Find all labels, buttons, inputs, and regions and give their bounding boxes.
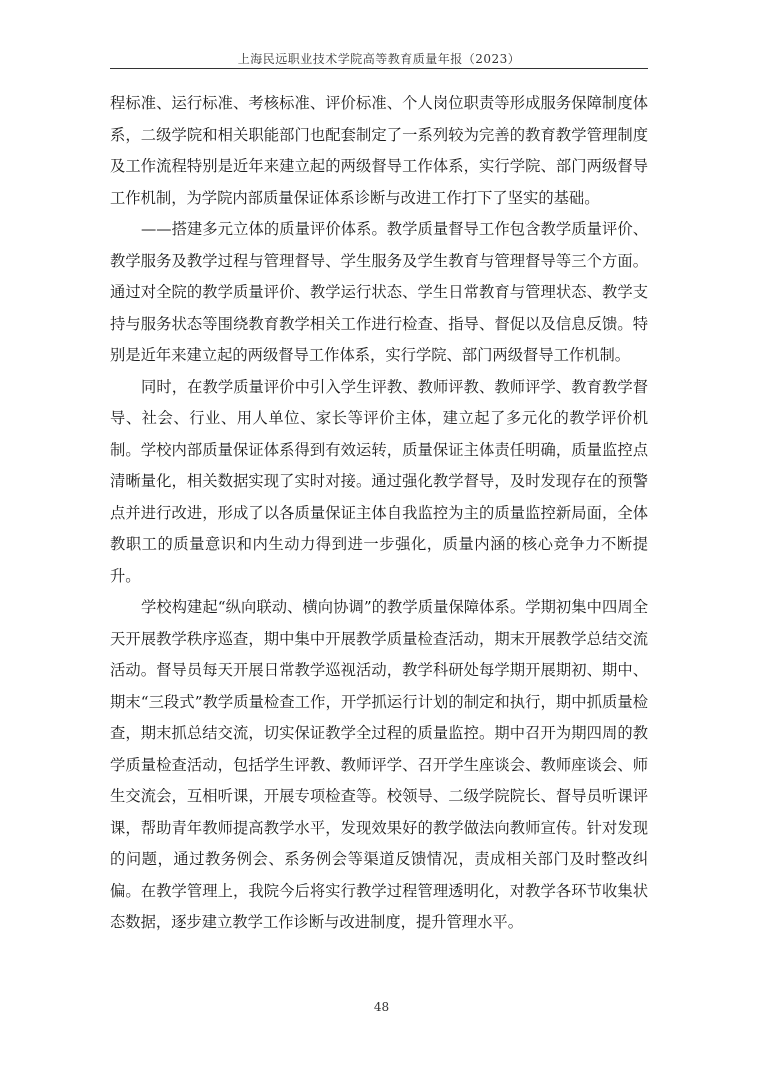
running-header: 上海民远职业技术学院高等教育质量年报（2023） (237, 52, 521, 66)
page-number: 48 (373, 1000, 390, 1014)
paragraph-3: 同时，在教学质量评价中引入学生评教、教师评教、教师评学、教育教学督导、社会、行业、用人单位、家长等评价主体，建立起了多元化的教学评价机制。学校内部质量保证体系得到有效运转，质量保证主体责任明确，质量监控点清晰量化，相关数据实现了实时对接。通过强化教学督导，及时发现存在的预警点并进行改进，形成了以各质量保证主体自我监控为主的质量监控新局面，全体教职工的质量意识和内生动力得到进一步强化，质量内涵的核心竞争力不断提升。 (110, 377, 648, 585)
paragraph-2: ——搭建多元立体的质量评价体系。教学质量督导工作包含教学质量评价、教学服务及教学过程与管理督导、学生服务及学生教育与管理督导等三个方面。通过对全院的教学质量评价、教学运行状态、学生日常教育与管理状态、教学支持与服务状态等围绕教育教学相关工作进行检查、指导、督促以及信息反馈。特别是近年来建立起的两级督导工作体系，实行学院、部门两级督导工作机制。 (110, 220, 648, 364)
header-divider (110, 68, 648, 69)
paragraph-4: 学校构建起“纵向联动、横向协调”的教学质量保障体系。学期初集中四周全天开展教学秩序巡查，期中集中开展教学质量检查活动，期末开展教学总结交流活动。督导员每天开展日常教学巡视活动，教学科研处每学期开展期初、期中、期末“三段式”教学质量检查工作，开学抓运行计划的制定和执行，期中抓质量检查，期末抓总结交流，切实保证教学全过程的质量监控。期中召开为期四周的教学质量检查活动，包括学生评教、教师评学、召开学生座谈会、教师座谈会、师生交流会，互相听课，开展专项检查等。校领导、二级学院院长、督导员听课评课，帮助青年教师提高教学水平，发现效果好的教学做法向教师宣传。针对发现的问题，通过教务例会、系务例会等渠道反馈情况，责成相关部门及时整改纠偏。在教学管理上，我院今后将实行教学过程管理透明化，对教学各环节收集状态数据，逐步建立教学工作诊断与改进制度，提升管理水平。 (110, 598, 648, 931)
paragraph-1: 程标准、运行标准、考核标准、评价标准、个人岗位职责等形成服务保障制度体系，二级学院和相关职能部门也配套制定了一系列较为完善的教育教学管理制度及工作流程特别是近年来建立起的两级督导工作体系，实行学院、部门两级督导工作机制，为学院内部质量保证体系诊断与改进工作打下了坚实的基础。 (110, 94, 648, 207)
body-text (110, 88, 648, 939)
